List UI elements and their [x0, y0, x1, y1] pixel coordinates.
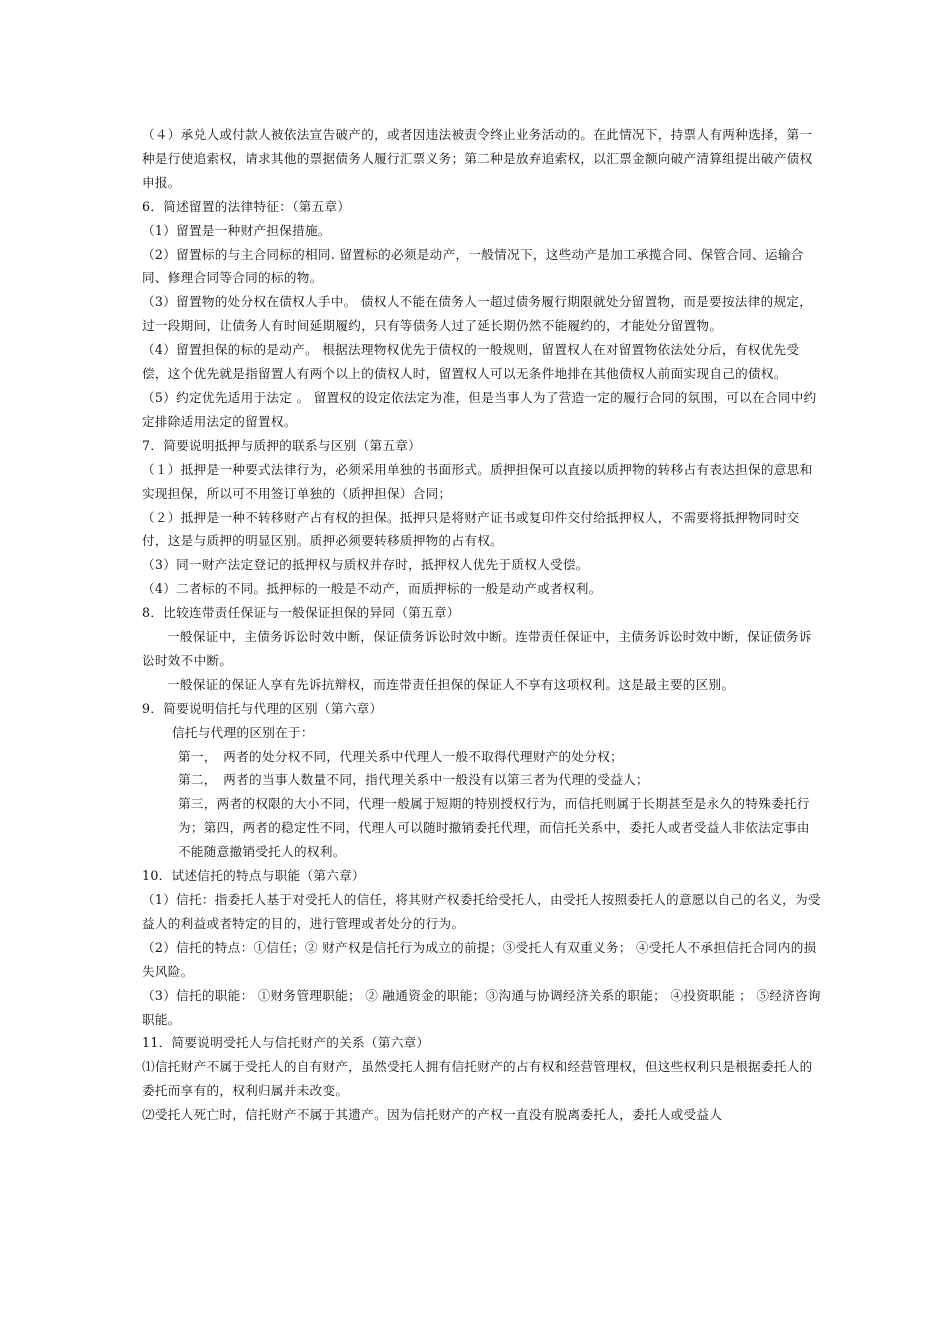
section-heading: 9．简要说明信托与代理的区别（第六章）	[142, 700, 383, 716]
paragraph: （3）留置物的处分权在债权人手中。 债权人不能在债务人一超过债务履行期限就处分留置物，而是要按法律的规定，过一段期间，让债务人有时间延期履约，只有等债务人过了延长期仍然不能履约的，才能处分留置物。	[142, 294, 813, 334]
paragraph: （1）留置是一种财产担保措施。	[142, 222, 331, 238]
paragraph: 信托与代理的区别在于：	[172, 724, 314, 740]
paragraph: （１）抵押是一种要式法律行为，必须采用单独的书面形式。质押担保可以直接以质押物的转移占有表达担保的意思和实现担保，所以可不用签订单独的（质押担保）合同；	[142, 461, 813, 501]
document-body	[142, 123, 822, 1127]
section-heading: 8．比较连带责任保证与一般保证担保的异同（第五章）	[142, 605, 460, 621]
section-heading: 10．试述信托的特点与职能（第六章）	[142, 868, 365, 884]
paragraph: （1）信托：指委托人基于对受托人的信任，将其财产权委托给受托人，由受托人按照委托人的意愿以自己的名义，为受益人的利益或者特定的目的，进行管理或者处分的行为。	[142, 892, 821, 931]
paragraph: （2）信托的特点：①信任；② 财产权是信托行为成立的前提；③受托人有双重义务； ④受托人不承担信托合同内的损失风险。	[142, 939, 817, 979]
paragraph: （2）留置标的与主合同标的相同. 留置标的必须是动产，一般情况下，这些动产是加工承揽合同、保管合同、运输合同、修理合同等合同的标的物。	[142, 246, 804, 286]
list-item: 第三，两者的权限的大小不同，代理一般属于短期的特别授权行为，而信托则属于长期甚至是永久的特殊委托行为；第四，两者的稳定性不同，代理人可以随时撤销委托代理，而信托关系中，委托人或者受益人非依法定事由不能随意撤销受托人的权利。	[178, 796, 810, 860]
paragraph: （5）约定优先适用于法定 。 留置权的设定依法定为准，但是当事人为了营造一定的履行合同的氛围，可以在合同中约定排除适用法定的留置权。	[142, 389, 817, 429]
list-item: 第二， 两者的当事人数量不同，指代理关系中一般没有以第三者为代理的受益人；	[178, 772, 649, 788]
section-heading: 6．简述留置的法律特征：（第五章）	[142, 198, 351, 214]
list-item: 第一， 两者的处分权不同，代理关系中代理人一般不取得代理财产的处分权；	[178, 748, 623, 764]
paragraph: （4）二者标的不同。抵押标的一般是不动产，而质押标的一般是动产或者权利。	[142, 581, 602, 597]
paragraph: （４）承兑人或付款人被依法宣告破产的，或者因违法被责令终止业务活动的。在此情况下，持票人有两种选择，第一种是行使追索权，请求其他的票据债务人履行汇票义务；第二种是放弃追索权，以汇票金额向破产清算组提出破产债权申报。	[142, 127, 813, 190]
section-heading: 11．简要说明受托人与信托财产的关系（第六章）	[142, 1035, 430, 1051]
paragraph: ⑴信托财产不属于受托人的自有财产，虽然受托人拥有信托财产的占有权和经营管理权，但这些权利只是根据委托人的委托而享有的，权利归属并未改变。	[142, 1059, 813, 1099]
paragraph: ⑵受托人死亡时，信托财产不属于其遗产。因为信托财产的产权一直没有脱离委托人，委托人或受益人	[142, 1107, 723, 1123]
paragraph: （3）同一财产法定登记的抵押权与质权并存时，抵押权人优先于质权人受偿。	[142, 557, 589, 573]
paragraph: （3）信托的职能： ①财务管理职能； ② 融通资金的职能；③沟通与协调经济关系的职能； ④投资职能 ； ⑤经济咨询职能。	[142, 987, 821, 1027]
section-heading: 7．简要说明抵押与质押的联系与区别（第五章）	[142, 437, 422, 453]
paragraph: 一般保证中，主债务诉讼时效中断，保证债务诉讼时效中断。连带责任保证中，主债务诉讼时效中断，保证债务诉讼时效不中断。	[142, 629, 812, 668]
paragraph: （4）留置担保的标的是动产。 根据法理物权优先于债权的一般规则，留置权人在对留置物依法处分后，有权优先受偿，这个优先就是指留置人有两个以上的债权人时，留置权人可以无条件地排在其他债权人前面实现自己的债权。	[142, 342, 800, 382]
paragraph: 一般保证的保证人享有先诉抗辩权，而连带责任担保的保证人不享有这项权利。这是最主要的区别。	[167, 676, 735, 692]
paragraph: （２）抵押是一种不转移财产占有权的担保。抵押只是将财产证书或复印件交付给抵押权人，不需要将抵押物同时交付，这是与质押的明显区别。质押必须要转移质押物的占有权。	[142, 509, 800, 549]
